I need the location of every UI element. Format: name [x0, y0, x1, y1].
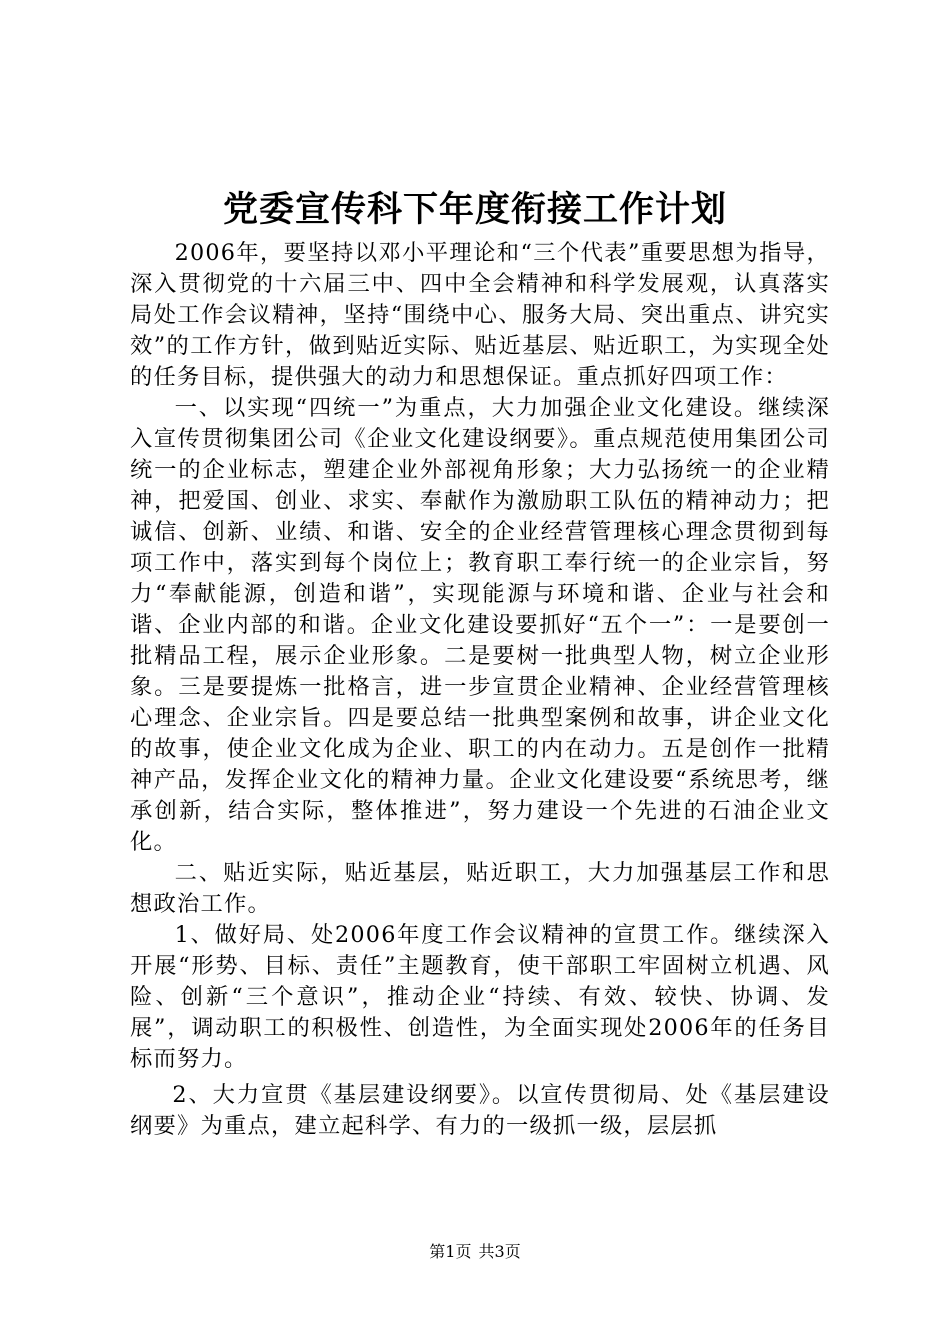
paragraph-item-2: 2、大力宣贯《基层建设纲要》。以宣传贯彻局、处《基层建设纲要》为重点，建立起科学、有力的一级抓一级，层层抓	[130, 1082, 830, 1139]
document-title: 党委宣传科下年度衔接工作计划	[222, 189, 727, 230]
paragraph-section-2: 二、贴近实际，贴近基层，贴近职工，大力加强基层工作和思想政治工作。	[130, 860, 830, 917]
page-number: 第1页	[429, 1242, 472, 1261]
page-total: 共3页	[478, 1242, 521, 1261]
paragraph-item-1: 1、做好局、处2006年度工作会议精神的宣贯工作。继续深入开展“形势、目标、责任”主题教育，使干部职工牢固树立机遇、风险、创新“三个意识”，推动企业“持续、有效、较快、协调、发展”，调动职工的积极性、创造性，为全面实现处2006年的任务目标而努力。	[130, 922, 830, 1072]
document-body	[130, 238, 830, 1142]
paragraph-intro: 2006年，要坚持以邓小平理论和“三个代表”重要思想为指导，深入贯彻党的十六届三中、四中全会精神和科学发展观，认真落实局处工作会议精神，坚持“围绕中心、服务大局、突出重点、讲究实效”的工作方针，做到贴近实际、贴近基层、贴近职工，为实现全处的任务目标，提供强大的动力和思想保证。重点抓好四项工作：	[130, 240, 830, 390]
paragraph-section-1: 一、以实现“四统一”为重点，大力加强企业文化建设。继续深入宣传贯彻集团公司《企业文化建设纲要》。重点规范使用集团公司统一的企业标志，塑建企业外部视角形象；大力弘扬统一的企业精神，把爱国、创业、求实、奉献作为激励职工队伍的精神动力；把诚信、创新、业绩、和谐、安全的企业经营管理核心理念贯彻到每项工作中，落实到每个岗位上；教育职工奉行统一的企业宗旨，努力“奉献能源，创造和谐”，实现能源与环境和谐、企业与社会和谐、企业内部的和谐。企业文化建设要抓好“五个一”：一是要创一批精品工程，展示企业形象。二是要树一批典型人物，树立企业形象。三是要提炼一批格言，进一步宣贯企业精神、企业经营管理核心理念、企业宗旨。四是要总结一批典型案例和故事，讲企业文化的故事，使企业文化成为企业、职工的内在动力。五是创作一批精神产品，发挥企业文化的精神力量。企业文化建设要“系统思考，继承创新，结合实际，整体推进”，努力建设一个先进的石油企业文化。	[130, 395, 830, 855]
page-footer	[0, 1241, 950, 1263]
